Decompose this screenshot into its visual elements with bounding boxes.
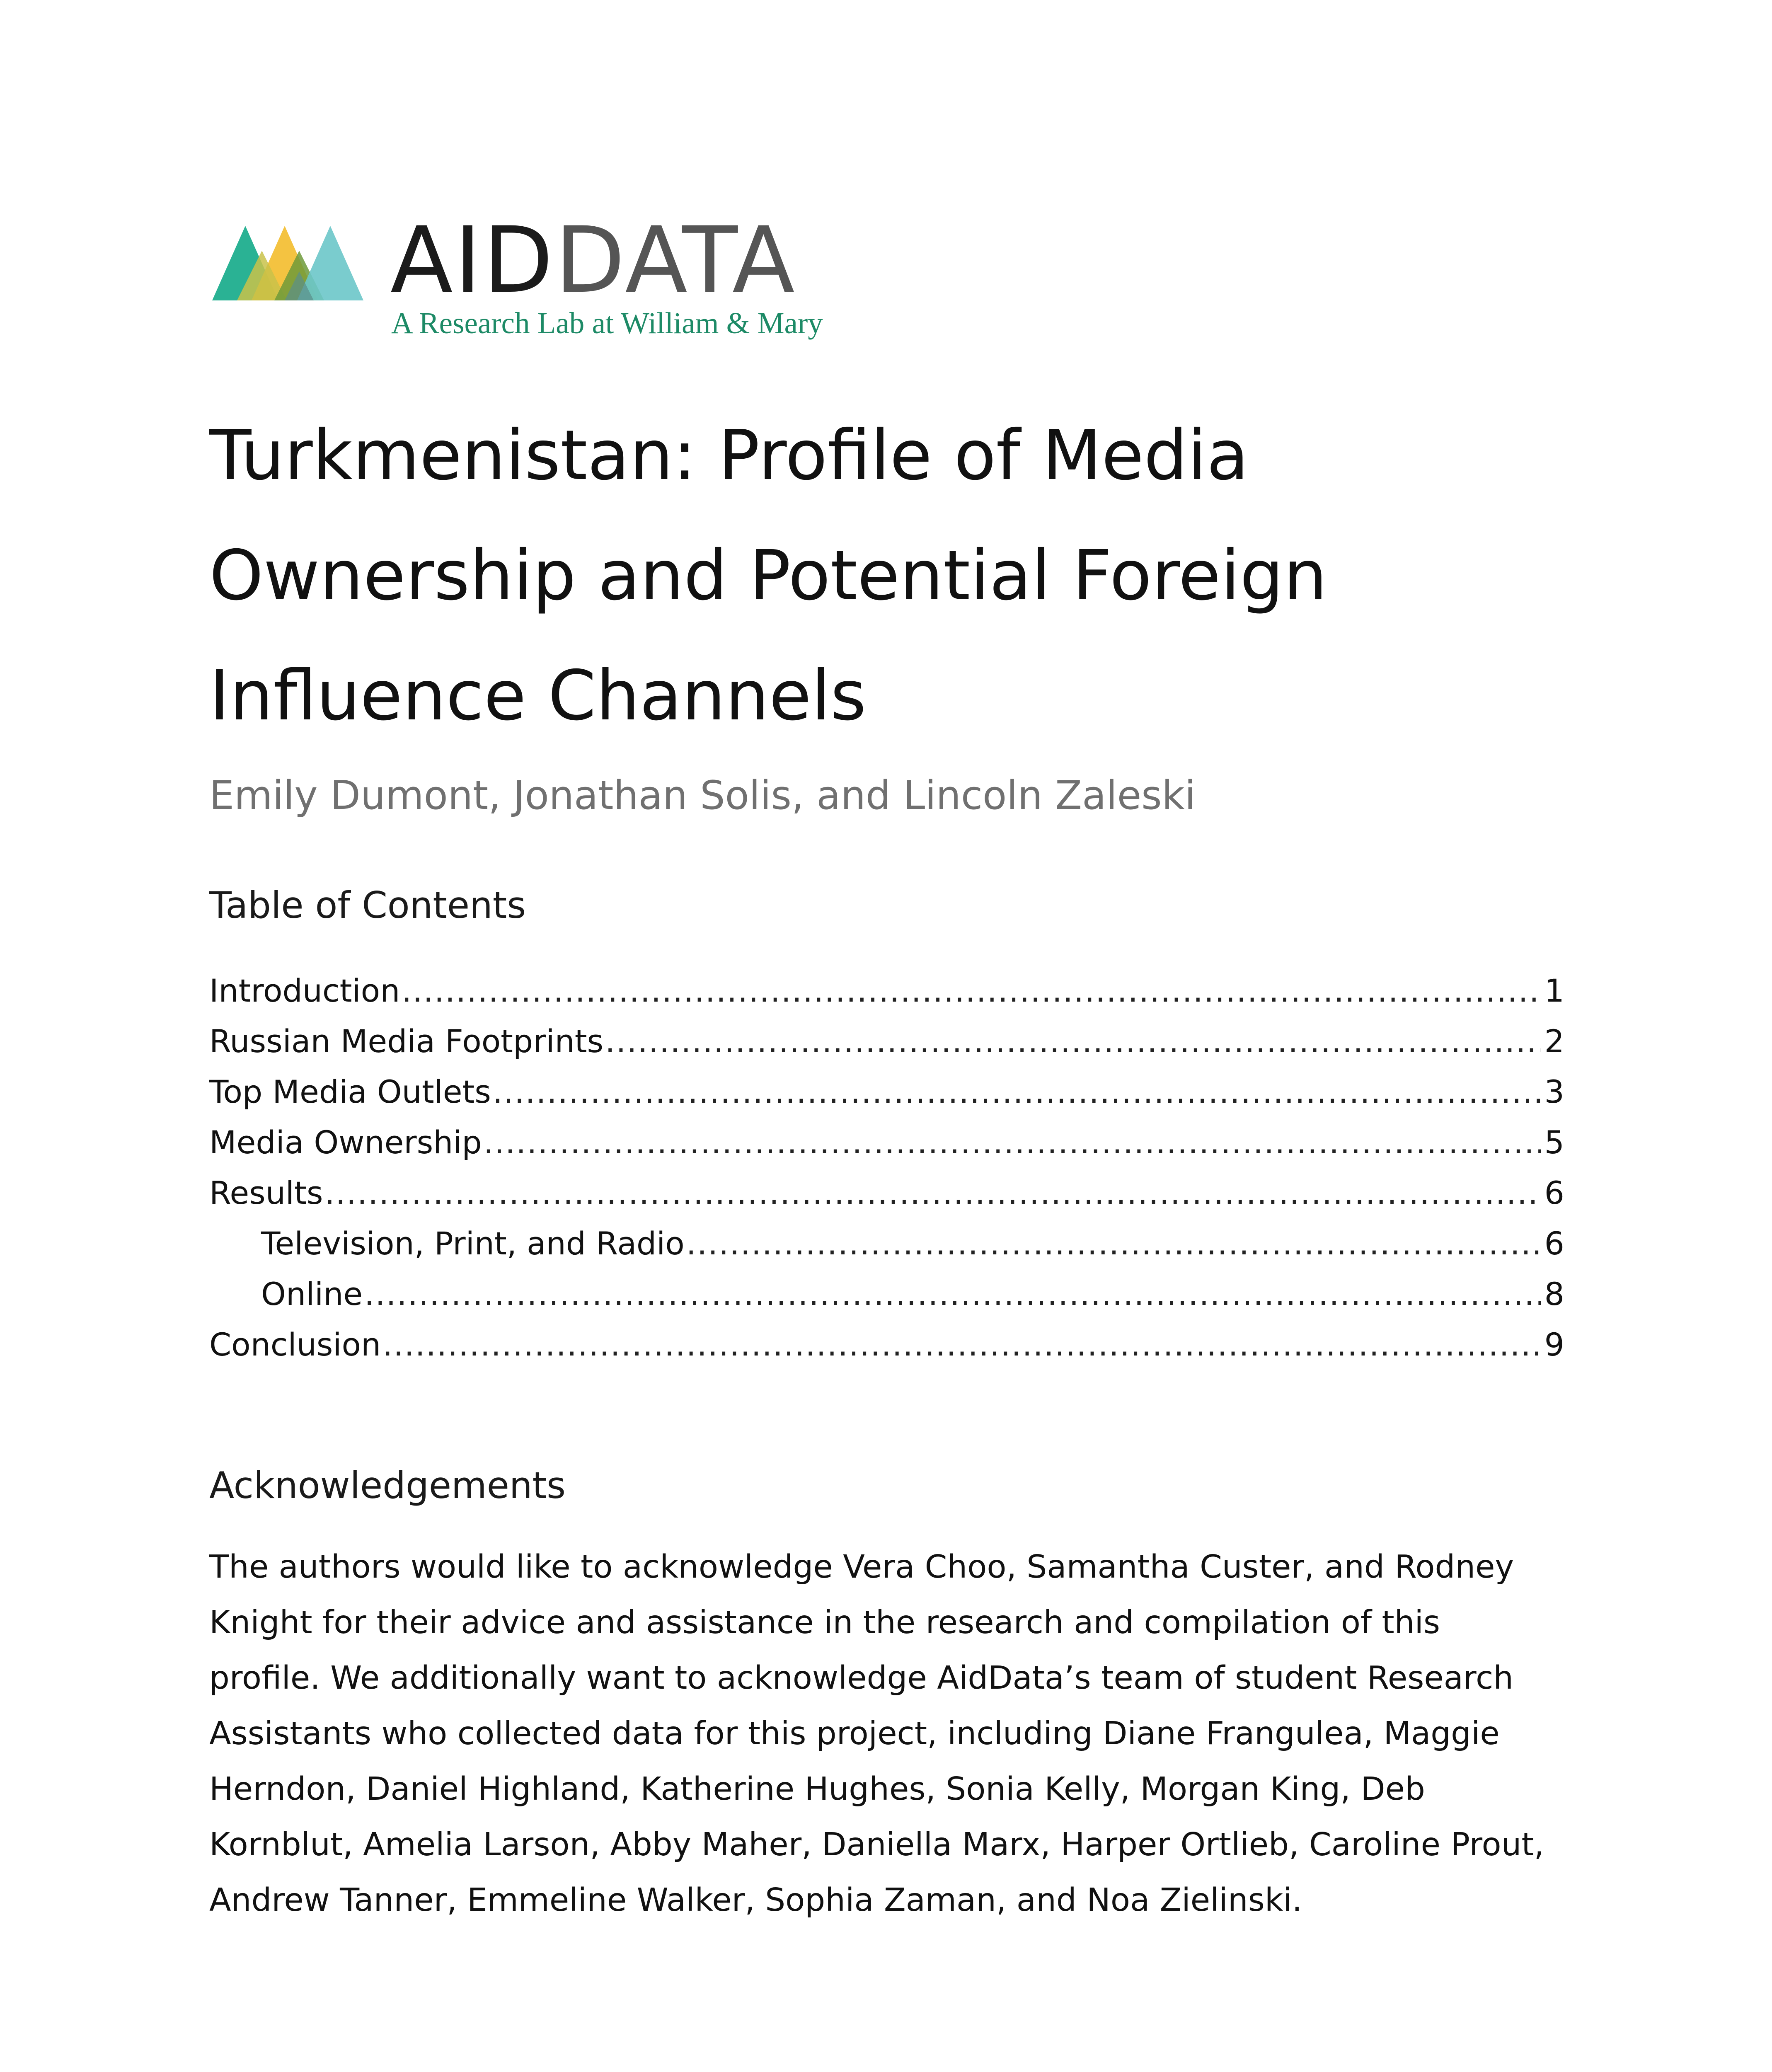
toc-dot-leader	[484, 1117, 1541, 1168]
toc-dot-leader	[605, 1016, 1541, 1067]
acknowledgements-paragraph: The authors would like to acknowledge Vera Choo, Samantha Custer, and Rodney Knight for their advice and assistance in the research and compilation of this profile. We additionally want to acknowledge AidData’s team of student Research Assistants who collected data for this project, including Diane Frangulea, Maggie Herndon, Daniel Highland, Katherine Hughes, Sonia Kelly, Morgan King, Deb Kornblut, Amelia Larson, Abby Maher, Daniella Marx, Harper Ortlieb, Caroline Prout, Andrew Tanner, Emmeline Walker, Sophia Zaman, and Noa Zielinski.	[209, 1549, 1544, 1919]
toc-entry-label: Media Ownership	[209, 1124, 482, 1161]
toc-entry-introduction[interactable]	[209, 966, 1564, 1016]
authors-line: Emily Dumont, Jonathan Solis, and Lincoln Zaleski	[209, 773, 1196, 818]
toc-entry-label: Online	[261, 1276, 363, 1312]
acknowledgements-heading: Acknowledgements	[209, 1464, 566, 1507]
toc-entry-media-ownership[interactable]	[209, 1117, 1564, 1168]
toc-dot-leader	[686, 1218, 1541, 1269]
toc-dot-leader	[364, 1269, 1541, 1319]
logo-word-data: DATA	[554, 207, 796, 313]
toc-entry-label: Conclusion	[209, 1326, 381, 1363]
toc-dot-leader	[382, 1319, 1541, 1370]
toc-entry-page: 8	[1544, 1276, 1564, 1312]
logo-tagline: A Research Lab at William & Mary	[391, 306, 823, 340]
toc-entry-label: Results	[209, 1174, 323, 1211]
mountains-logo-icon	[212, 226, 366, 300]
table-of-contents	[209, 966, 1564, 1370]
document-title	[209, 396, 1618, 756]
toc-entry-russian-media-footprints[interactable]	[209, 1016, 1564, 1067]
toc-entry-conclusion[interactable]	[209, 1319, 1564, 1370]
title-line-3: Influence Channels	[209, 656, 867, 736]
toc-entry-page: 3	[1544, 1073, 1564, 1110]
toc-entry-label: Introduction	[209, 972, 400, 1009]
toc-dot-leader	[402, 966, 1541, 1016]
toc-entry-page: 1	[1544, 972, 1564, 1009]
toc-entry-page: 9	[1544, 1326, 1564, 1363]
toc-entry-top-media-outlets[interactable]	[209, 1067, 1564, 1117]
toc-entry-page: 2	[1544, 1023, 1564, 1060]
toc-entry-label: Top Media Outlets	[209, 1073, 491, 1110]
title-line-1: Turkmenistan: Profile of Media	[209, 416, 1249, 496]
toc-entry-label: Television, Print, and Radio	[261, 1225, 685, 1262]
toc-entry-results[interactable]	[209, 1168, 1564, 1218]
toc-entry-page: 6	[1544, 1225, 1564, 1262]
toc-entry-online[interactable]	[209, 1269, 1564, 1319]
toc-entry-label: Russian Media Footprints	[209, 1023, 604, 1060]
toc-dot-leader	[493, 1067, 1541, 1117]
toc-heading: Table of Contents	[209, 884, 526, 927]
aiddata-logo	[212, 207, 859, 350]
toc-entry-page: 6	[1544, 1174, 1564, 1211]
toc-entry-television-print-radio[interactable]	[209, 1218, 1564, 1269]
toc-entry-page: 5	[1544, 1124, 1564, 1161]
logo-word-aid: AID	[390, 207, 555, 313]
toc-dot-leader	[324, 1168, 1541, 1218]
logo-wordmark	[390, 207, 796, 313]
title-line-2: Ownership and Potential Foreign	[209, 536, 1327, 616]
